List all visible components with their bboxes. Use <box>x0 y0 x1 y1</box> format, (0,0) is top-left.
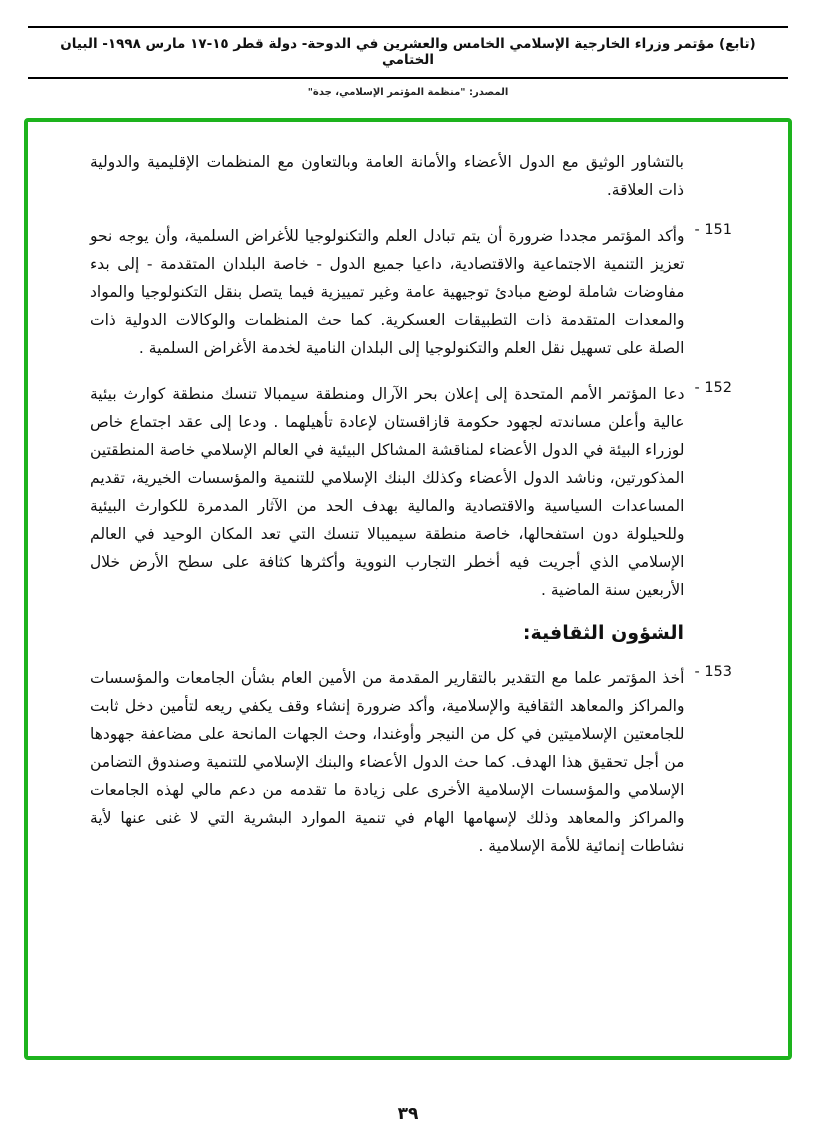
page-number: ٣٩ <box>397 1104 419 1124</box>
paragraph-text: دعا المؤتمر الأمم المتحدة إلى إعلان بحر الآرال ومنطقة سيمبالا تنسك منطقة كوارث بيئية عالية وأعلن مساندته لجهود حكومة قازاقستان لإعادة تأهيلهما . ودعا إلى عقد اجتماع خاص لوزراء البيئة في الدول الأعضاء لمناقشة المشاكل البيئية في العالم الإسلامي خاصة المنطقتين المذكورتين، وناشد الدول الأعضاء وكذلك البنك الإسلامي للتنمية والمؤسسات الخيرية، تقديم المساعدات السياسية والاقتصادية والمالية بهدف الحد من الآثار المدمرة للكوارث البيئية وللحيلولة دون استفحالها، خاصة منطقة سيميبالا تنسك التي تعد المكان الوحيد في العالم الإسلامي الذي أجريت فيه أخطر التجارب النووية وأكثرها كثافة على سطح الأرض خلال الأربعين سنة الماضية . <box>90 385 685 599</box>
paragraph-152 <box>90 380 732 604</box>
paragraph-number: 153 - <box>694 664 732 680</box>
paragraph-number: 151 - <box>694 222 732 238</box>
paragraph-153 <box>90 664 732 860</box>
document-title: (تابع) مؤتمر وزراء الخارجية الإسلامي الخامس والعشرين في الدوحة- دولة قطر ١٥-١٧ مارس ١٩٩٨- البيان الختامي <box>28 26 788 79</box>
paragraph-text: وأكد المؤتمر مجددا ضرورة أن يتم تبادل العلم والتكنولوجيا للأغراض السلمية، وأن يوجه نحو تعزيز التنمية الاجتماعية والاقتصادية، داعيا جميع الدول - خاصة البلدان المتقدمة - إلى بدء مفاوضات شاملة لوضع مبادئ توجيهية عامة وغير تمييزية فيما يتصل بنقل التكنولوجيا والمواد والمعدات المتقدمة ذات التطبيقات العسكرية. كما حث المنظمات والوكالات الدولية ذات الصلة على تسهيل نقل العلم والتكنولوجيا إلى البلدان النامية لخدمة الأغراض السلمية . <box>90 227 685 357</box>
paragraph-number: 152 - <box>694 380 732 396</box>
paragraph-text: أخذ المؤتمر علما مع التقدير بالتقارير المقدمة من الأمين العام بشأن الجامعات والمؤسسات والمراكز والمعاهد الثقافية والإسلامية، وأكد ضرورة إنشاء وقف يكفي ريعه لتأمين دخل ثابت للجامعتين الإسلاميتين في كل من النيجر وأوغندا، وحث الجهات المانحة على مضاعفة جهودها من أجل تحقيق هذا الهدف. كما حث الدول الأعضاء والبنك الإسلامي للتنمية وصندوق التضامن الإسلامي والمؤسسات الإسلامية الأخرى على زيادة ما تقدمه من دعم مالي لهذه الجامعات والمراكز والمعاهد وذلك لإسهامها الهام في تنمية الموارد البشرية التي لا غنى عنها لأية نشاطات إنمائية للأمة الإسلامية . <box>90 669 685 855</box>
continuation-paragraph: بالتشاور الوثيق مع الدول الأعضاء والأمانة العامة وبالتعاون مع المنظمات الإقليمية والدولية ذات العلاقة. <box>90 153 684 199</box>
paragraph-151 <box>90 222 732 362</box>
section-heading-cultural-affairs: الشؤون الثقافية: <box>522 622 684 644</box>
source-line: المصدر: "منظمة المؤتمر الإسلامي، جدة" <box>307 87 509 98</box>
page-header <box>28 26 788 98</box>
content-frame <box>24 118 792 1060</box>
